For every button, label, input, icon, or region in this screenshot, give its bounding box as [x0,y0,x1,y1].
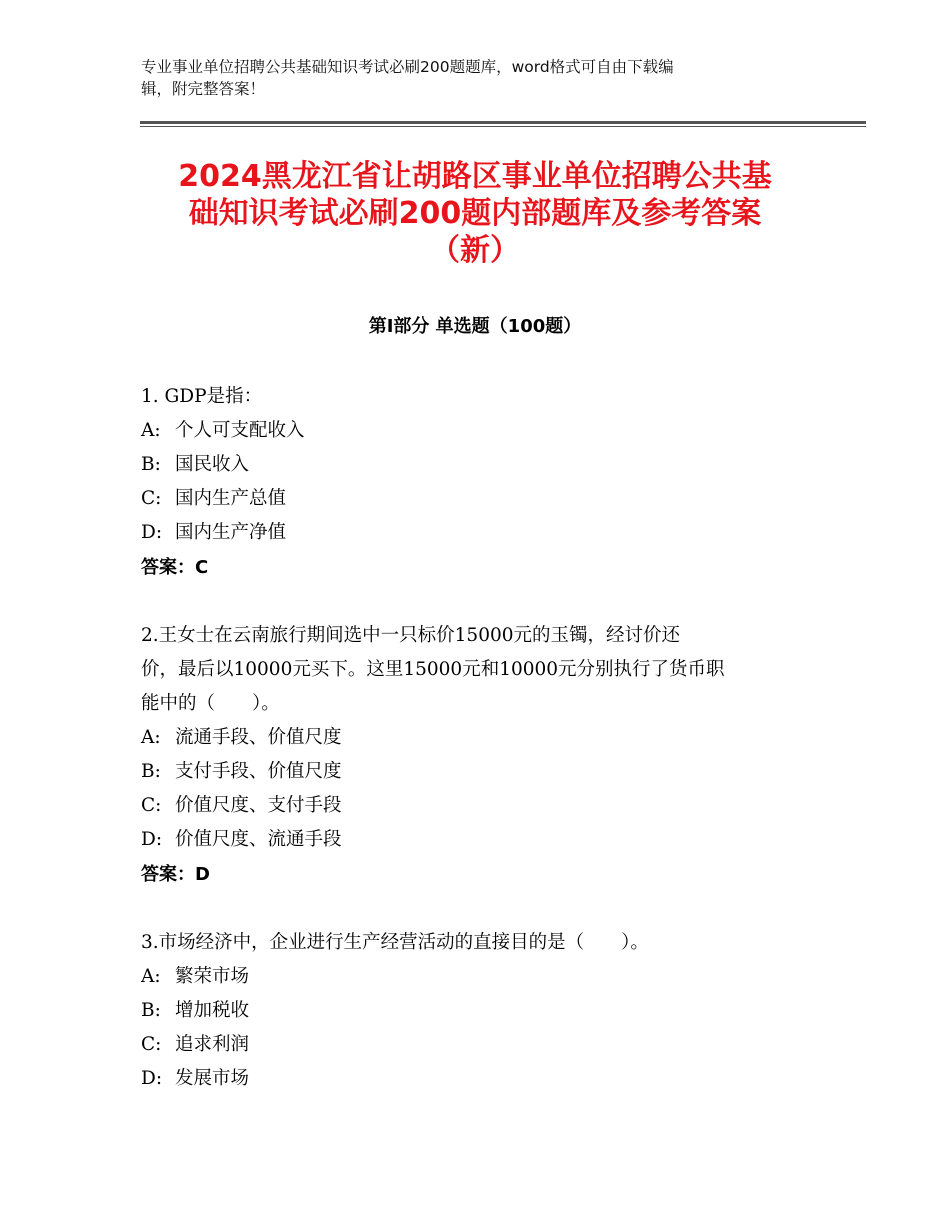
document-title-line-1: 2024黑龙江省让胡路区事业单位招聘公共基 [178,159,772,194]
question-1-option-a [141,414,305,448]
document-title-line-2: 础知识考试必刷200题内部题库及参考答案 [188,196,762,231]
question-2-stem-line-3: 能中的（ ）。 [141,693,280,714]
question-2-option-a [141,721,342,755]
option-text: 繁荣市场 [175,966,250,987]
header-note-line-1: 专业事业单位招聘公共基础知识考试必刷200题题库，word格式可自由下载编 [141,58,674,76]
question-2-answer: 答案：D [141,864,210,885]
option-letter: C: [141,1034,162,1055]
option-text: 国内生产净值 [175,522,287,543]
option-text: 增加税收 [175,1000,250,1021]
question-3-stem: 3.市场经济中，企业进行生产经营活动的直接目的是（ ）。 [141,932,649,953]
option-text: 发展市场 [175,1068,250,1089]
question-1-stem: 1. GDP是指： [141,386,263,407]
question-1-option-d [141,516,286,550]
question-1-option-c [141,482,286,516]
option-letter: A: [141,966,161,987]
question-2-stem-line-1: 2.王女士在云南旅行期间选中一只标价15000元的玉镯，经讨价还 [141,625,681,646]
question-3-option-b [141,994,249,1028]
section-title: 第Ⅰ部分 单选题（100题） [368,316,582,337]
option-letter: C: [141,795,162,816]
document-title-line-3: （新） [430,233,520,268]
option-text: 个人可支配收入 [175,420,305,441]
question-1-answer: 答案：C [141,557,209,578]
header-rule-thick [140,121,866,124]
option-text: 价值尺度、流通手段 [175,829,342,850]
option-text: 支付手段、价值尺度 [175,761,342,782]
question-3-option-d [141,1062,249,1096]
option-letter: B: [141,454,161,475]
header-note [141,56,801,100]
option-letter: C: [141,488,162,509]
question-2-option-d [141,823,342,857]
question-1-option-b [141,448,249,482]
option-letter: A: [141,420,161,441]
option-letter: A: [141,727,161,748]
option-letter: D: [141,522,163,543]
option-text: 追求利润 [175,1034,250,1055]
header-rule-thin [140,126,866,127]
question-3-option-a [141,960,249,994]
option-letter: B: [141,1000,161,1021]
question-2-stem-line-2: 价，最后以10000元买下。这里15000元和10000元分别执行了货币职 [141,659,725,680]
option-text: 流通手段、价值尺度 [175,727,342,748]
header-note-line-2: 辑，附完整答案！ [141,80,266,98]
option-letter: B: [141,761,161,782]
question-2-option-c [141,789,342,823]
option-letter: D: [141,829,163,850]
question-3-option-c [141,1028,249,1062]
document-title [100,158,850,269]
option-text: 价值尺度、支付手段 [175,795,342,816]
question-2-option-b [141,755,342,789]
option-text: 国内生产总值 [175,488,287,509]
option-text: 国民收入 [175,454,250,475]
option-letter: D: [141,1068,163,1089]
